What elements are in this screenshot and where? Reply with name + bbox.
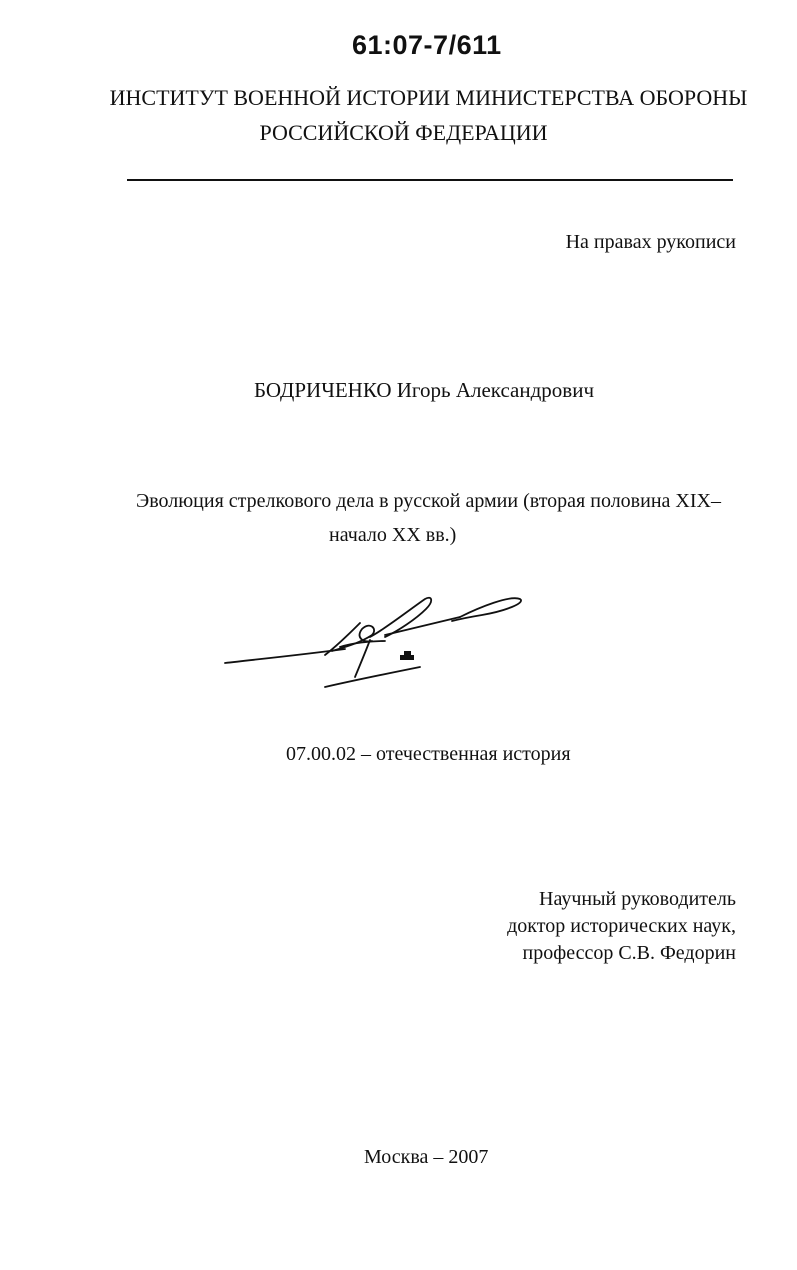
institution-line-2: РОССИЙСКОЙ ФЕДЕРАЦИИ — [259, 120, 548, 145]
supervisor-role: Научный руководитель — [539, 888, 736, 910]
header-divider — [127, 179, 733, 181]
supervisor-name: профессор С.В. Федорин — [522, 942, 736, 964]
supervisor-degree: доктор исторических наук, — [507, 915, 736, 937]
document-code: 61:07-7/611 — [352, 30, 502, 60]
supervisor-block — [507, 886, 736, 967]
thesis-title-line-2: начало XX вв.) — [329, 524, 457, 546]
city-year: Москва – 2007 — [364, 1146, 489, 1168]
author-signature — [220, 585, 540, 695]
manuscript-rights-note: На правах рукописи — [565, 231, 736, 253]
specialty-code: 07.00.02 – отечественная история — [286, 743, 571, 765]
author-name: БОДРИЧЕНКО Игорь Александрович — [254, 378, 595, 402]
institution-line-1: ИНСТИТУТ ВОЕННОЙ ИСТОРИИ МИНИСТЕРСТВА ОБОРОНЫ — [109, 85, 748, 110]
thesis-title-line-1: Эволюция стрелкового дела в русской армии (вторая половина XIX– — [136, 490, 721, 512]
